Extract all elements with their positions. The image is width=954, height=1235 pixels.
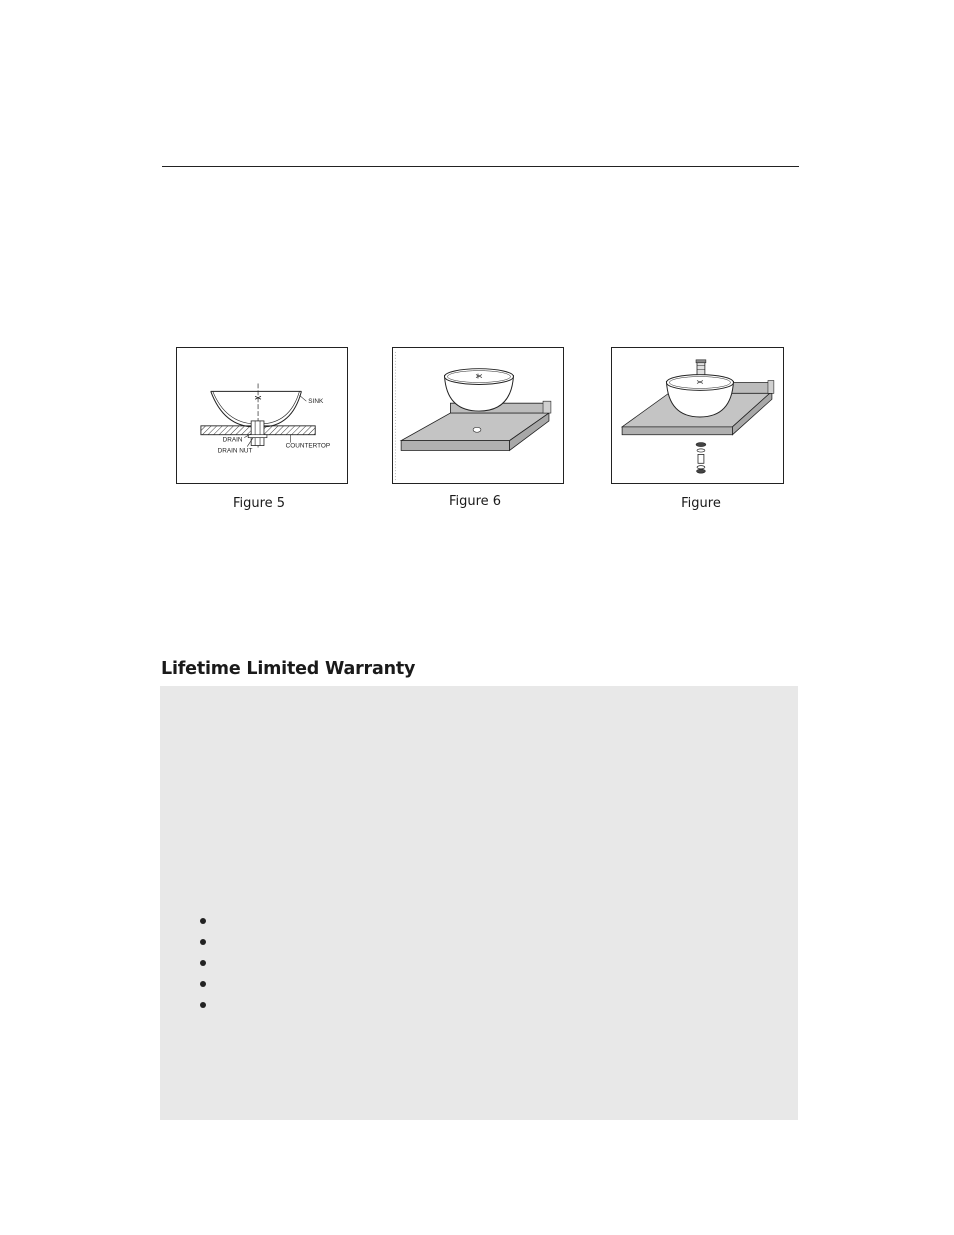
bullet-dot (200, 918, 206, 924)
bullet-dot (200, 939, 206, 945)
bullet-dot (200, 981, 206, 987)
warranty-title: Lifetime Limited Warranty (161, 659, 416, 679)
header-rule (162, 166, 799, 167)
warranty-box (160, 686, 798, 1120)
figure-7-svg (612, 348, 783, 483)
label-countertop: COUNTERTOP (285, 442, 331, 450)
bullet-dot (200, 1002, 206, 1008)
figure-7-caption: Figure (681, 496, 721, 511)
figure-7-diagram (611, 347, 784, 484)
figure-6-svg (393, 348, 563, 483)
label-drain-nut: DRAIN NUT (217, 447, 253, 455)
figure-6-caption: Figure 6 (448, 494, 502, 509)
label-sink: SINK (308, 398, 324, 406)
figure-6-diagram (392, 347, 564, 484)
figure-5-diagram (176, 347, 348, 484)
figure-5-svg (177, 348, 347, 483)
label-drain: DRAIN (222, 436, 243, 444)
bullet-dot (200, 960, 206, 966)
figure-5-caption: Figure 5 (232, 496, 286, 511)
